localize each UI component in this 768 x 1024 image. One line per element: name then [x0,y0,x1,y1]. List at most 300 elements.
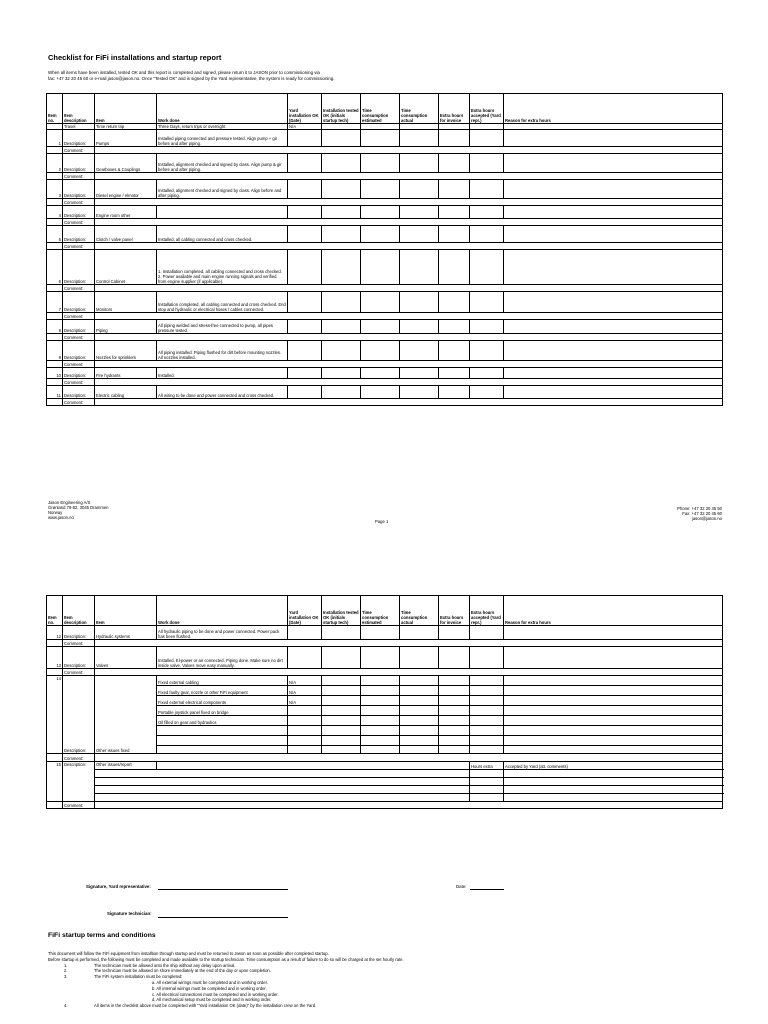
item-name: Piping [95,320,157,334]
comment-field[interactable] [95,669,723,676]
entry-cell[interactable] [439,686,470,696]
work-done-text: Installed, alignment checked and signed by class. Align pump & gir before and after piping. [157,154,288,173]
work-done-text [157,746,288,754]
accepted-field[interactable] [504,778,723,786]
comment-label: Comment: [63,173,95,180]
entry-cell[interactable] [504,716,723,726]
header-item-description: Item description [63,94,95,124]
item-name: Other issues fixed [95,676,157,754]
work-done-text: Portable joystick panel fixed on bridge [157,706,288,716]
signature-tech-label: Signature technician: [107,911,152,916]
terms-title: FiFi startup terms and conditions [48,932,156,939]
work-done-text: All piping welded and stress-free connected to pump, all pipes pressure tested. [157,320,288,334]
entry-cell[interactable] [470,180,504,199]
comment-field[interactable] [95,334,723,341]
terms-body [48,951,728,1009]
item-number: 13 [47,647,63,669]
item-row [47,320,723,334]
item-number: 5 [47,226,63,243]
entry-cell[interactable] [400,250,439,285]
entry-cell[interactable] [288,647,322,669]
entry-cell[interactable] [504,180,723,199]
comment-field[interactable] [95,219,723,226]
entry-cell[interactable] [470,368,504,379]
work-done-text [157,726,288,736]
entry-cell[interactable] [322,726,361,736]
header-row-2: Item no. Item description Item Work done Yard installation OK (Date) Installation tested OK (initials startup tech) Time consumption estimated Time consumption actual Extra hours for invoice Extra hours accepted (Yard repr.) Reason for extra hours [47,596,723,626]
entry-cell[interactable] [361,206,400,219]
item-name: Gearboxes & Couplings [95,154,157,173]
item-name: Valves [95,647,157,669]
entry-cell[interactable] [470,320,504,334]
entry-cell[interactable] [400,226,439,243]
description-label: Description: [63,226,95,243]
accepted-field[interactable] [504,786,723,794]
description-label: Description: [63,368,95,379]
entry-cell[interactable] [322,292,361,313]
comment-row [47,361,723,368]
entry-cell[interactable] [470,746,504,754]
entry-cell[interactable] [322,368,361,379]
date-line[interactable] [470,889,504,890]
date-label: Date: [456,884,467,889]
entry-cell[interactable] [361,292,400,313]
entry-cell[interactable] [504,206,723,219]
item-row [47,341,723,361]
entry-cell[interactable] [504,292,723,313]
item-name: Hydraulic systems [95,626,157,640]
terms-subitem: c. All electrical connections must be completed and in working order. [152,991,279,997]
entry-cell[interactable] [504,647,723,669]
header-work-done: Work done [157,94,288,124]
entry-cell[interactable] [470,716,504,726]
item-row [47,226,723,243]
entry-cell[interactable] [361,626,400,640]
intro-line-2: fax: +47 32 20 45 60 or e-mail jason@jason.no. Once "Tested OK" and is signed by the Yard representative, the system is ready for commissioning. [48,76,335,81]
description-label: Description: [63,320,95,334]
entry-cell[interactable] [361,250,400,285]
comment-field[interactable] [95,399,723,406]
entry-cell[interactable] [322,386,361,399]
travel-work: Three Days, return trips or overnight [157,124,288,130]
entry-cell[interactable] [288,226,322,243]
comment-field[interactable] [95,285,723,292]
item-name: Fire hydrants [95,368,157,379]
item-number: 12 [47,626,63,640]
entry-cell[interactable] [400,386,439,399]
work-done-text [157,206,288,219]
entry-cell[interactable] [470,386,504,399]
checklist-table-2 [46,595,723,809]
entry-cell[interactable] [470,626,504,640]
accepted-field[interactable] [504,794,723,802]
entry-cell[interactable] [439,647,470,669]
entry-cell[interactable] [322,250,361,285]
entry-cell[interactable] [400,736,439,746]
item-row [47,386,723,399]
item-number: 15 [47,762,63,802]
entry-cell[interactable] [439,292,470,313]
entry-cell[interactable] [400,180,439,199]
comment-field[interactable] [95,243,723,250]
work-done-text: Installed, all cabling connected and cross checked. [157,226,288,243]
row15-subrow [47,778,723,786]
entry-cell[interactable] [288,368,322,379]
entry-cell[interactable] [322,746,361,754]
entry-cell[interactable] [400,706,439,716]
entry-cell[interactable] [439,368,470,379]
entry-cell[interactable] [504,341,723,361]
description-label: Description: [63,647,95,669]
entry-cell[interactable] [361,226,400,243]
entry-cell[interactable] [470,696,504,706]
item-number: 6 [47,250,63,285]
comment-field[interactable] [95,361,723,368]
yard-ok-value[interactable]: N/A [288,676,322,686]
footer-page: Page 1 [375,519,389,524]
entry-cell[interactable] [470,341,504,361]
terms-item: 2. The technician must be allowed on shore immediately at the end of the day or upon completion. [64,968,271,974]
entry-cell[interactable] [439,696,470,706]
item-number: 8 [47,320,63,334]
entry-cell[interactable] [288,386,322,399]
entry-cell[interactable] [439,746,470,754]
entry-cell[interactable] [439,226,470,243]
terms-item: 3. The FiFi system installation must be completed: [64,974,183,980]
entry-cell[interactable] [504,130,723,147]
description-label: Description: [63,292,95,313]
entry-cell[interactable] [439,726,470,736]
item-number: 11 [47,386,63,399]
entry-cell[interactable] [322,320,361,334]
description-label: Description: [63,386,95,399]
entry-cell[interactable] [439,320,470,334]
entry-cell[interactable] [361,368,400,379]
comment-label: Comment: [63,640,95,647]
item-name: Nozzles for sprinklers [95,341,157,361]
entry-cell[interactable] [322,226,361,243]
entry-cell[interactable] [470,736,504,746]
report-field[interactable] [95,770,470,778]
hours-extra-field[interactable] [470,786,504,794]
intro-text [48,70,568,82]
item-row [47,130,723,147]
footer-company: Jason Engineering A/S Grønland 76-82, 3045 Drammen Norway www.jason.no [48,500,109,520]
yard-ok-value[interactable] [288,706,322,716]
entry-cell[interactable] [470,686,504,696]
accepted-field[interactable] [504,770,723,778]
signature-yard-line[interactable] [158,889,288,890]
header-yard-ok: Yard installation OK (Date) [288,94,322,124]
work-done-text: All hydraulic piping to be done and power connected. Power pack has been flushed. [157,626,288,640]
comment-row [47,313,723,320]
header-item: Item [95,94,157,124]
comment-field[interactable] [95,173,723,180]
entry-cell[interactable] [439,341,470,361]
row15-subrow [47,802,723,809]
row15-subrow [47,794,723,802]
comment-label: Comment: [63,199,95,206]
entry-cell[interactable] [361,686,400,696]
item-row [47,206,723,219]
entry-cell[interactable] [322,647,361,669]
comment-field[interactable] [95,640,723,647]
comment-row [47,334,723,341]
row14-subrow [47,754,723,762]
entry-cell[interactable] [361,320,400,334]
comment-label: Comment: [63,313,95,320]
hours-extra-field[interactable] [470,778,504,786]
item-name: Pumps [95,130,157,147]
entry-cell[interactable] [439,676,470,686]
report-field[interactable] [95,786,470,794]
item-name: Electric cabling [95,386,157,399]
entry-cell[interactable] [439,626,470,640]
entry-cell[interactable] [504,706,723,716]
entry-cell[interactable] [361,736,400,746]
comment-label: Comment: [63,802,95,809]
entry-cell[interactable] [361,180,400,199]
entry-cell[interactable] [322,341,361,361]
entry-cell[interactable] [361,154,400,173]
comment-label: Comment: [63,285,95,292]
document-title: Checklist for FiFi installations and startup report [48,53,222,62]
entry-cell[interactable] [361,676,400,686]
header-extra-accepted: Extra hours accepted (Yard repr.) [470,94,504,124]
entry-cell[interactable] [288,250,322,285]
terms-paragraph-1: This document will follow the FiFi equipment from installtion through startup and must be returned to Jason as soon as possible after completed startup. [48,951,329,956]
item-name: Control Cabinet [95,250,157,285]
entry-cell[interactable] [439,706,470,716]
entry-cell[interactable] [439,736,470,746]
item-number: 14 [47,676,63,754]
entry-cell[interactable] [439,154,470,173]
entry-cell[interactable] [400,686,439,696]
description-label: Description: [63,206,95,219]
comment-row [47,199,723,206]
item-number: 2 [47,154,63,173]
yard-ok-value[interactable] [288,746,322,754]
comment-field[interactable] [95,754,723,762]
item-name: Diesel engine / elmotor [95,180,157,199]
entry-cell[interactable] [470,676,504,686]
work-done-text: Fixed faulty gear, nozzle or other FiFi equipment [157,686,288,696]
entry-cell[interactable] [504,386,723,399]
entry-cell[interactable] [400,368,439,379]
entry-cell[interactable] [322,716,361,726]
entry-cell[interactable] [400,130,439,147]
entry-cell[interactable] [288,626,322,640]
checklist-table-1 [46,93,723,406]
entry-cell[interactable] [322,706,361,716]
entry-cell[interactable] [322,206,361,219]
entry-cell[interactable] [322,736,361,746]
entry-cell[interactable] [504,726,723,736]
entry-cell[interactable] [400,676,439,686]
hours-extra-field[interactable] [470,794,504,802]
entry-cell[interactable] [504,226,723,243]
entry-cell[interactable] [361,706,400,716]
item-row [47,368,723,379]
work-done-text: Oil filled on gear and hydraulics [157,716,288,726]
entry-cell[interactable] [504,250,723,285]
entry-cell[interactable] [504,626,723,640]
item-number: 9 [47,341,63,361]
entry-cell[interactable] [439,206,470,219]
entry-cell[interactable] [322,696,361,706]
item-name: Other issues/report [95,762,157,770]
entry-cell[interactable] [439,386,470,399]
entry-cell[interactable] [400,746,439,754]
entry-cell[interactable] [470,130,504,147]
comment-label: Comment: [63,243,95,250]
entry-cell[interactable] [504,154,723,173]
entry-cell[interactable] [361,341,400,361]
entry-cell[interactable] [400,647,439,669]
comment-field[interactable] [95,802,723,809]
entry-cell[interactable] [470,226,504,243]
item-number: 10 [47,368,63,379]
item-row [47,292,723,313]
comment-row [47,147,723,154]
entry-cell[interactable] [288,180,322,199]
header-reason: Reason for extra hours [504,94,723,124]
entry-cell[interactable] [400,320,439,334]
entry-cell[interactable] [361,746,400,754]
comment-field[interactable] [95,147,723,154]
item-name: Monitors [95,292,157,313]
comment-field[interactable] [95,199,723,206]
intro-line-1: When all items have been installed, tested OK and this report is completed and signed, please return it to JASON prior to commissioning via [48,70,320,75]
entry-cell[interactable] [470,647,504,669]
description-label: Description: [63,762,95,802]
item-row [47,180,723,199]
entry-cell[interactable] [439,180,470,199]
header-row [47,94,723,124]
yard-ok-value[interactable] [288,726,322,736]
entry-cell[interactable] [470,726,504,736]
entry-cell[interactable] [400,341,439,361]
report-field[interactable] [95,778,470,786]
entry-cell[interactable] [439,250,470,285]
travel-yard: N/A [288,124,322,130]
entry-cell[interactable] [470,154,504,173]
work-done-text [157,736,288,746]
entry-cell[interactable] [288,341,322,361]
work-done-text: All piping installed. Piping flushed for dirt before mounting nozzles. All nozzles installed. [157,341,288,361]
travel-label: Travel [63,124,95,130]
item-row [47,647,723,669]
entry-cell[interactable] [288,292,322,313]
terms-item-4: 4. All items in the checklist above must be completed with "Yard installation OK (date)" by the installation crew on the Yard. [64,1003,317,1009]
entry-cell[interactable] [400,206,439,219]
comment-label: Comment: [63,219,95,226]
entry-cell[interactable] [288,206,322,219]
row15-subrow [47,770,723,778]
item-name: Engine room other [95,206,157,219]
entry-cell[interactable] [504,736,723,746]
entry-cell[interactable] [400,292,439,313]
entry-cell[interactable] [322,154,361,173]
yard-ok-value[interactable] [288,716,322,726]
report-field[interactable] [157,762,470,770]
yard-ok-value[interactable]: N/A [288,696,322,706]
comment-row [47,640,723,647]
terms-subitem: b. All internal wirings must be completed and in working order. [152,985,267,991]
entry-cell[interactable] [288,320,322,334]
entry-cell[interactable] [361,716,400,726]
header-item-no: Item no. [47,94,63,124]
entry-cell[interactable] [504,686,723,696]
entry-cell[interactable] [288,154,322,173]
entry-cell[interactable] [361,647,400,669]
terms-subitem: a. All external wirings must be completed and in working order. [152,979,268,985]
entry-cell[interactable] [361,726,400,736]
comment-field[interactable] [95,313,723,320]
entry-cell[interactable] [439,130,470,147]
report-field[interactable] [95,794,470,802]
signature-yard-label: Signature, Yard representative: [86,884,151,889]
entry-cell[interactable] [322,626,361,640]
comment-row [47,399,723,406]
comment-label: Comment: [63,334,95,341]
row15-subrow [47,762,723,770]
hours-extra-label: Hours extra [470,762,504,770]
entry-cell[interactable] [439,716,470,726]
comment-label: Comment: [63,754,95,762]
comment-label: Comment: [63,361,95,368]
signature-tech-line[interactable] [158,917,288,918]
travel-item: Time return trip [95,124,157,130]
hours-extra-field[interactable] [470,770,504,778]
description-label: Description: [63,180,95,199]
entry-cell[interactable] [400,626,439,640]
entry-cell[interactable] [400,716,439,726]
entry-cell[interactable] [361,696,400,706]
work-done-text: All wiring to be done and power connected and cross checked. [157,386,288,399]
entry-cell[interactable] [504,368,723,379]
entry-cell[interactable] [470,250,504,285]
entry-cell[interactable] [361,386,400,399]
entry-cell[interactable] [322,130,361,147]
entry-cell[interactable] [400,726,439,736]
comment-field[interactable] [95,379,723,386]
entry-cell[interactable] [504,320,723,334]
entry-cell[interactable] [470,706,504,716]
entry-cell[interactable] [470,206,504,219]
entry-cell[interactable] [361,130,400,147]
entry-cell[interactable] [400,696,439,706]
description-label: Description: [63,626,95,640]
header-tested-ok: Installation tested OK (initials startup tech) [322,94,361,124]
entry-cell[interactable] [504,676,723,686]
entry-cell[interactable] [322,686,361,696]
comment-label: Comment: [63,379,95,386]
entry-cell[interactable] [504,746,723,754]
item-name: Clutch / valve panel [95,226,157,243]
yard-ok-value[interactable] [288,736,322,746]
work-done-text: Installed piping connected and pressure tested. Align pump + gir before and after piping. [157,130,288,147]
entry-cell[interactable] [504,696,723,706]
header-extra-invoice: Extra hours for invoice [439,94,470,124]
entry-cell[interactable] [470,292,504,313]
work-done-text: Fixed external cabling [157,676,288,686]
entry-cell[interactable] [400,154,439,173]
entry-cell[interactable] [322,180,361,199]
yard-ok-value[interactable]: N/A [288,686,322,696]
entry-cell[interactable] [322,676,361,686]
entry-cell[interactable] [288,130,322,147]
